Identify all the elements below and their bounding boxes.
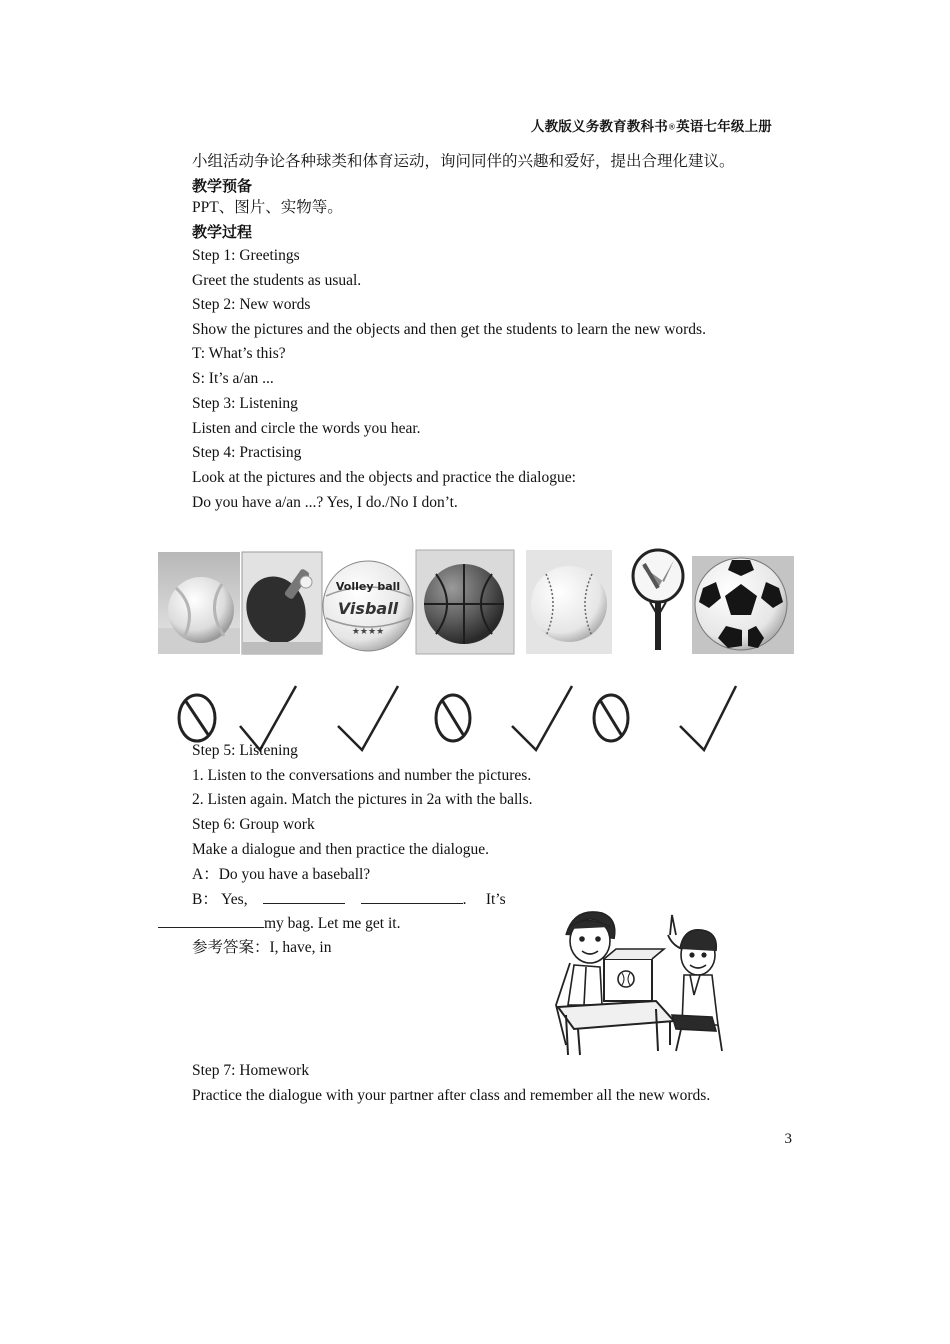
registered-mark: ® (667, 122, 677, 132)
ping-pong-paddle-icon (237, 552, 322, 654)
step5-item2: 2. Listen again. Match the pictures in 2a with the balls. (192, 791, 533, 808)
step7-title: Step 7: Homework (192, 1062, 310, 1079)
step6-text: Make a dialogue and then practice the dialogue. (192, 841, 489, 858)
process-heading: 教学过程 (192, 223, 253, 241)
soccer-ball-icon (692, 556, 794, 654)
prep-text: PPT、图片、实物等。 (192, 199, 343, 216)
tennis-ball-icon (158, 552, 240, 654)
header-subtitle: 英语七年级上册 (676, 119, 772, 135)
step2-text: Show the pictures and the objects and then get the students to learn the new words. (192, 321, 706, 338)
step1-text: Greet the students as usual. (192, 272, 362, 289)
ball-pictures-strip (158, 548, 794, 658)
two-boys-illustration (544, 905, 728, 1057)
volleyball-logo-label: Visball (337, 599, 399, 618)
step6-title: Step 6: Group work (192, 816, 315, 833)
step1-title: Step 1: Greetings (192, 247, 300, 264)
step6-line-b-cont (158, 913, 400, 934)
page-number: 3 (784, 1131, 792, 1147)
tennis-racket-icon (633, 550, 683, 650)
intro-line: 小组活动争论各种球类和体育运动，询问同伴的兴趣和爱好，提出合理化建议。 (192, 153, 735, 170)
step6-line-a: A：Do you have a baseball? (192, 866, 371, 883)
svg-text:★★★★: ★★★★ (351, 626, 385, 636)
step2-title: Step 2: New words (192, 296, 311, 313)
answer-blank-3[interactable] (158, 913, 264, 928)
no-sign-icon (436, 695, 470, 741)
answer-blank-2[interactable] (361, 889, 463, 904)
volleyball-brand-label: Volley ball (335, 580, 401, 593)
step4-title: Step 4: Practising (192, 444, 302, 461)
step2-teacher-line: T: What’s this? (192, 345, 286, 362)
step6-b-its: It’s (485, 891, 506, 908)
check-icon (680, 686, 736, 750)
step5-title: Step 5: Listening (192, 742, 298, 759)
no-sign-icon (179, 695, 215, 741)
step4-text: Look at the pictures and the objects and practice the dialogue: (192, 469, 576, 486)
step3-text: Listen and circle the words you hear. (192, 420, 421, 437)
step3-title: Step 3: Listening (192, 395, 298, 412)
step2-student-line: S: It’s a/an ... (192, 370, 274, 387)
check-icon (512, 686, 572, 750)
step5-item1: 1. Listen to the conversations and number the pictures. (192, 767, 532, 784)
step6-answer: 参考答案：I, have, in (192, 939, 332, 956)
step4-dialogue: Do you have a/an ...? Yes, I do./No I don’t. (192, 494, 458, 511)
step6-line-b: B： Yes, . It’s (192, 891, 506, 908)
step6-b-cont: my bag. Let me get it. (264, 915, 401, 932)
no-sign-icon (594, 695, 628, 741)
step7-text: Practice the dialogue with your partner after class and remember all the new words. (192, 1087, 711, 1104)
basketball-icon (416, 550, 514, 654)
baseball-icon (526, 550, 612, 654)
check-icon (338, 686, 398, 750)
header-title: 人教版义务教育教科书 (530, 119, 668, 135)
volleyball-icon (323, 561, 413, 651)
prep-heading: 教学预备 (192, 177, 253, 195)
step6-b-prefix: B： Yes, (192, 891, 248, 908)
page-header (300, 115, 772, 135)
answer-blank-1[interactable] (263, 889, 345, 904)
